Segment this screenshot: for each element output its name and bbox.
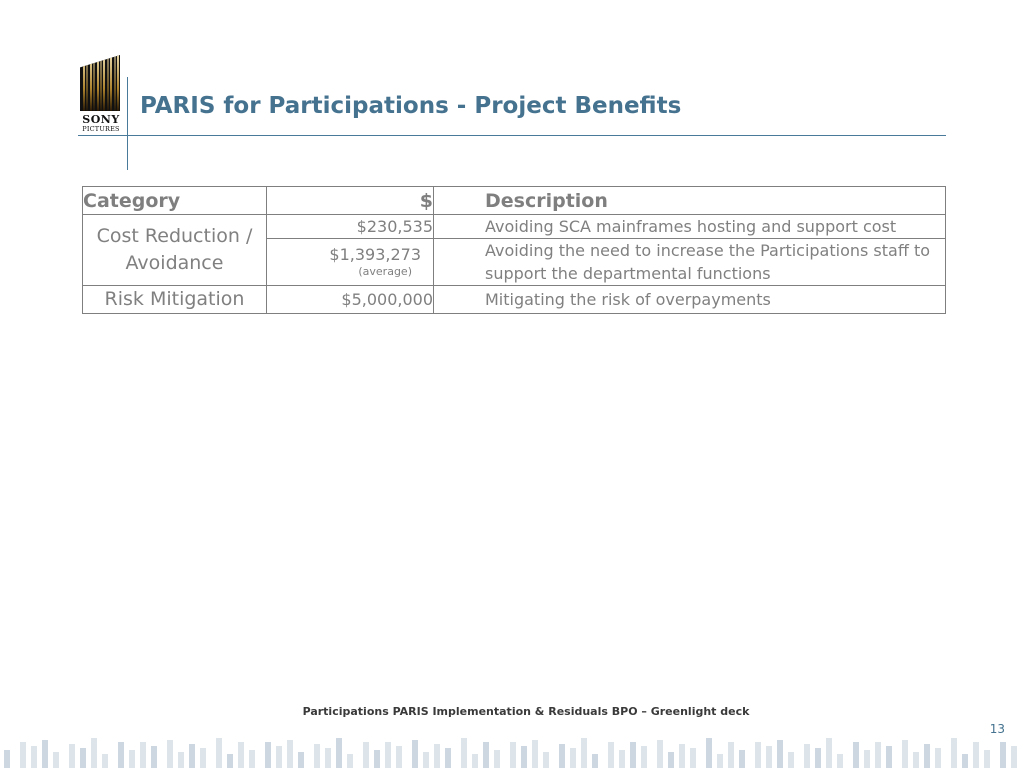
logo-stripe: [90, 55, 92, 111]
vertical-divider: [127, 77, 128, 170]
filmstrip-bar: [739, 750, 745, 768]
logo-stripe: [97, 55, 99, 111]
filmstrip-bar: [510, 742, 516, 768]
filmstrip-bar: [91, 738, 97, 768]
filmstrip-bar: [102, 754, 108, 768]
filmstrip-bar: [53, 752, 59, 768]
filmstrip-bar: [973, 742, 979, 768]
filmstrip-bar: [238, 742, 244, 768]
header-category: Category: [83, 187, 267, 215]
filmstrip-bar: [935, 748, 941, 768]
header-description: Description: [434, 187, 946, 215]
filmstrip-bar: [118, 742, 124, 768]
filmstrip-bar: [755, 742, 761, 768]
filmstrip-bar: [1011, 746, 1017, 768]
filmstrip-bar: [815, 748, 821, 768]
category-cell: Cost Reduction / Avoidance: [83, 215, 267, 286]
footer-text: Participations PARIS Implementation & Residuals BPO – Greenlight deck: [302, 705, 750, 718]
filmstrip-bar: [679, 744, 685, 768]
filmstrip-bar: [423, 752, 429, 768]
filmstrip-bar: [837, 754, 843, 768]
filmstrip-bar: [630, 742, 636, 768]
sony-pictures-emblem-icon: [80, 55, 120, 111]
filmstrip-bar: [129, 750, 135, 768]
filmstrip-bar: [445, 748, 451, 768]
filmstrip-bar: [619, 750, 625, 768]
filmstrip-bar: [668, 752, 674, 768]
logo-stripe: [100, 55, 102, 111]
filmstrip-bar: [434, 744, 440, 768]
logo-stripe: [117, 55, 119, 111]
description-cell: Mitigating the risk of overpayments: [434, 286, 946, 314]
filmstrip-bar: [853, 742, 859, 768]
logo-word-pictures: PICTURES: [82, 125, 120, 133]
filmstrip-bar: [483, 742, 489, 768]
filmstrip-bar: [140, 742, 146, 768]
filmstrip-bar: [42, 740, 48, 768]
amount-note: (average): [358, 265, 412, 278]
logo-stripe: [93, 55, 95, 111]
filmstrip-bar: [472, 754, 478, 768]
filmstrip-bar: [1000, 742, 1006, 768]
filmstrip-bar: [984, 750, 990, 768]
amount-cell: $230,535: [267, 215, 434, 239]
filmstrip-bar: [178, 752, 184, 768]
filmstrip-bar: [20, 742, 26, 768]
amount-cell: [267, 239, 434, 286]
filmstrip-bar: [766, 746, 772, 768]
filmstrip-bar: [804, 744, 810, 768]
filmstrip-bar: [717, 754, 723, 768]
category-cell: Risk Mitigation: [83, 286, 267, 314]
filmstrip-bar: [325, 748, 331, 768]
filmstrip-bar: [826, 738, 832, 768]
filmstrip-bar: [347, 754, 353, 768]
filmstrip-bar: [788, 752, 794, 768]
filmstrip-bar: [559, 744, 565, 768]
header-amount: $: [267, 187, 434, 215]
filmstrip-bar: [287, 740, 293, 768]
amount-cell: $5,000,000: [267, 286, 434, 314]
filmstrip-bar: [189, 744, 195, 768]
logo-stripe: [107, 55, 109, 111]
filmstrip-bar: [396, 746, 402, 768]
filmstrip-bar: [374, 750, 380, 768]
filmstrip-bar: [951, 738, 957, 768]
filmstrip-bar: [581, 738, 587, 768]
amount-value: $1,393,273: [329, 245, 421, 264]
filmstrip-bar: [924, 744, 930, 768]
logo-stripe: [110, 55, 112, 111]
filmstrip-bar: [962, 754, 968, 768]
filmstrip-bar: [657, 740, 663, 768]
filmstrip-bar: [336, 738, 342, 768]
filmstrip-bar: [570, 748, 576, 768]
filmstrip-bar: [31, 746, 37, 768]
logo-word-sony: SONY: [82, 113, 120, 126]
filmstrip-bar: [592, 754, 598, 768]
filmstrip-bar: [167, 740, 173, 768]
filmstrip-bar: [728, 742, 734, 768]
benefits-table: [82, 186, 946, 314]
filmstrip-bar: [4, 750, 10, 768]
filmstrip-bar: [265, 742, 271, 768]
filmstrip-bar: [298, 752, 304, 768]
logo-stripe: [114, 55, 116, 111]
filmstrip-bar: [608, 742, 614, 768]
filmstrip-bar: [151, 746, 157, 768]
filmstrip-bar: [690, 748, 696, 768]
filmstrip-bar: [276, 746, 282, 768]
filmstrip-bar: [641, 746, 647, 768]
filmstrip-bar: [902, 740, 908, 768]
logo-stripe: [103, 55, 105, 111]
filmstrip-bar: [875, 742, 881, 768]
filmstrip-bar: [314, 744, 320, 768]
sony-pictures-logo: [78, 55, 124, 135]
filmstrip-bar: [521, 746, 527, 768]
filmstrip-bar: [200, 748, 206, 768]
logo-stripe: [86, 55, 88, 111]
filmstrip-bar: [864, 750, 870, 768]
filmstrip-bar: [249, 750, 255, 768]
description-cell: Avoiding the need to increase the Participations staff to support the departmental functions: [434, 239, 946, 286]
title-underline: [78, 135, 946, 136]
filmstrip-bar: [216, 738, 222, 768]
table-header-row: [83, 187, 946, 215]
description-cell: Avoiding SCA mainframes hosting and support cost: [434, 215, 946, 239]
filmstrip-bar: [913, 752, 919, 768]
filmstrip-bar: [461, 738, 467, 768]
filmstrip-bar: [532, 740, 538, 768]
table-row: [83, 215, 946, 239]
table-row: [83, 286, 946, 314]
filmstrip-bar: [227, 754, 233, 768]
slide-title: PARIS for Participations - Project Benefits: [140, 93, 682, 119]
filmstrip-bar: [363, 742, 369, 768]
filmstrip-bar: [886, 746, 892, 768]
filmstrip-bar: [706, 738, 712, 768]
logo-stripe: [83, 55, 85, 111]
filmstrip-bar: [385, 742, 391, 768]
filmstrip-bar: [777, 740, 783, 768]
page-number: 13: [989, 722, 1005, 736]
filmstrip-bar: [494, 750, 500, 768]
filmstrip-bar: [543, 752, 549, 768]
filmstrip-bar: [412, 740, 418, 768]
filmstrip-decoration: [0, 738, 1024, 768]
filmstrip-bar: [80, 748, 86, 768]
filmstrip-bar: [69, 744, 75, 768]
